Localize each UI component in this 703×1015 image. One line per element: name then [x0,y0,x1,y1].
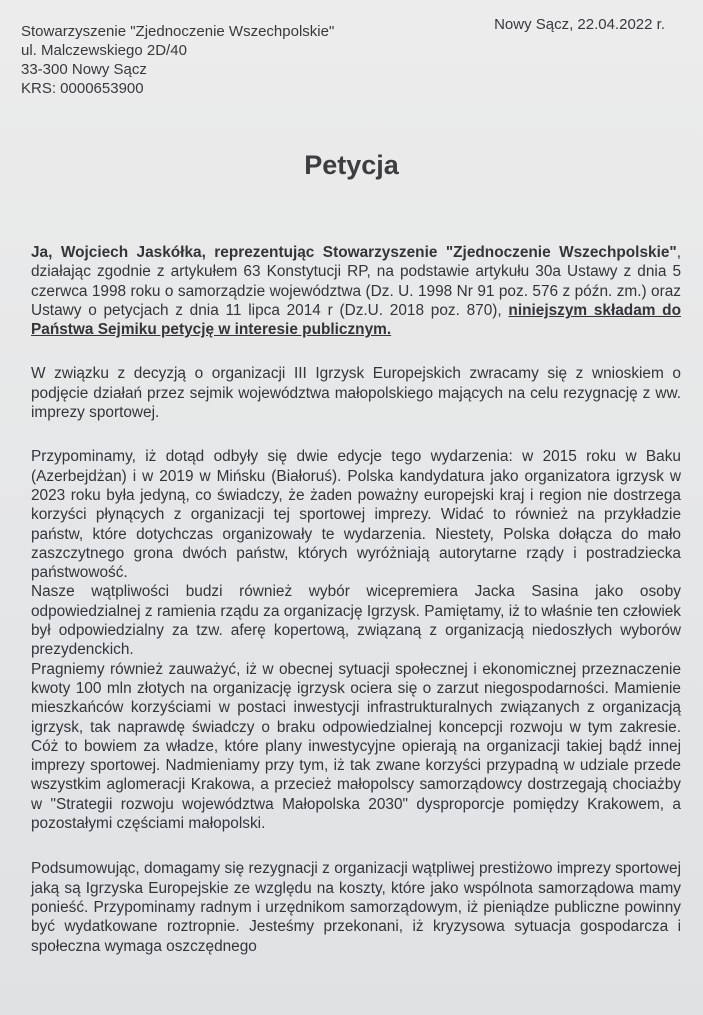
paragraph-decision: W związku z decyzją o organizacji III Igrzysk Europejskich zwracamy się z wnioskiem o podjęcie działań przez sejmik województwa małopolskiego mających na celu rezygnację z ww. imprezy sportowej. [31,365,681,422]
sender-city: 33-300 Nowy Sącz [21,61,147,78]
sender-name: Stowarzyszenie "Zjednoczenie Wszechpolskie" [21,23,335,40]
place-and-date: Nowy Sącz, 22.04.2022 r. [494,16,665,33]
intro-underlined-text: niniejszym składam do Państwa Sejmiku petycję w interesie publicznym. [31,301,681,339]
document-title: Petycja [304,150,399,180]
paragraph-summary: Podsumowując, domagamy się rezygnacji z organizacji wątpliwej prestiżowo imprezy sportowej jaką są Igrzyska Europejskie ze względu na koszty, które jako wspólnota samorządowa mamy ponieść. Przypominamy radnym i urzędnikom samorządowym, iż pieniądze publiczne powinny być wydatkowane roztropnie. Jesteśmy przekonani, iż kryzysowa sytuacja gospodarcza i społeczna wymaga oszczędnego [31,860,681,955]
intro-paragraph [31,243,681,339]
sender-street: ul. Malczewskiego 2D/40 [21,42,187,59]
intro-bold-text: Ja, Wojciech Jaskółka, reprezentując Stowarzyszenie "Zjednoczenie Wszechpolskie" [31,244,677,261]
sender-address [21,22,334,98]
document-body [31,243,681,956]
paragraph-costs: Pragniemy również zauważyć, iż w obecnej sytuacji społecznej i ekonomicznej przeznaczenie kwoty 100 mln złotych na organizację igrzysk ociera się o zarzut niegospodarności. Mamienie mieszkańców korzyściami w postaci inwestycji infrastrukturalnych związanych z organizacją igrzysk, tak naprawdę świadczy o braku odpowiedzialnej koncepcji rozwoju w tym zakresie. Cóż to bowiem za władze, które plany inwestycyjne opierają na organizacji takiej bądź innej imprezy sportowej. Nadmieniamy przy tym, iż tak zwane korzyści przypadną w udziale przede wszystkim aglomeracji Krakowa, a przecież małopolscy samorządowcy dostrzegają chociażby w "Strategii rozwoju województwa Małopolska 2030" dysproporcje pomiędzy Krakowem, a pozostałymi częściami małopolski. [31,660,681,833]
intro-regular-text: , działając zgodnie z artykułem 63 Konstytucji RP, na podstawie artykułu 30a Ustawy z dnia 5 czerwca 1998 roku o samorządzie województwa (Dz. U. 1998 Nr 91 poz. 576 z późn. zm.) oraz Ustawy o petycjach z dnia 11 lipca 2014 r (Dz.U. 2018 poz. 870), [31,244,681,319]
sender-krs: KRS: 0000653900 [21,80,144,97]
paragraph-previous-editions: Przypominamy, iż dotąd odbyły się dwie edycje tego wydarzenia: w 2015 roku w Baku (Azerbejdżan) i w 2019 w Mińsku (Białoruś). Polska kandydatura jako organizatora igrzysk w 2023 roku była jedyną, co świadczy, że żaden poważny europejski kraj i region nie dostrzega korzyści płynących z organizacji tej sportowej imprezy. Widać to również na przykładzie państw, które dotychczas organizowały te wydarzenia. Niestety, Polska dołącza do mało zaszczytnego grona dwóch państw, których wyróżniają autorytarne rządy i postradziecka państwowość. [31,448,681,582]
paragraph-doubts: Nasze wątpliwości budzi również wybór wicepremiera Jacka Sasina jako osoby odpowiedzialnej z ramienia rządu za organizację Igrzysk. Pamiętamy, iż to właśnie ten człowiek był odpowiedzialny za tzw. aferę kopertową, związaną z organizacją niedoszłych wyborów prezydenckich. [31,583,681,659]
